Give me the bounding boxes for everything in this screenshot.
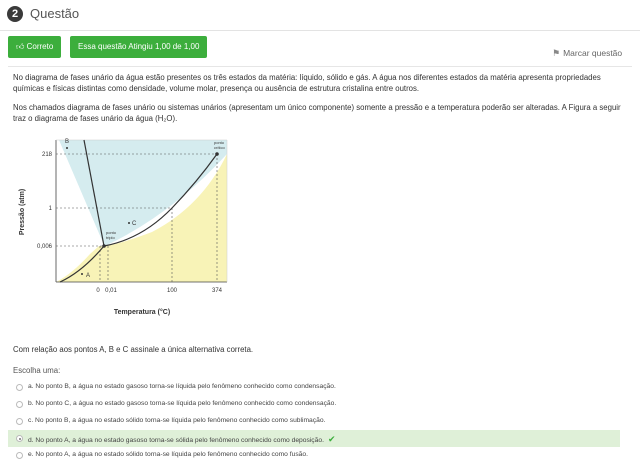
critical-point-label-1: ponto <box>214 140 225 145</box>
x-tick-100: 100 <box>166 288 178 294</box>
thumbs-up-icon: 👍︎ <box>16 42 25 51</box>
option-e[interactable] <box>8 447 620 464</box>
question-title: Questão <box>30 6 80 21</box>
option-c-radio[interactable] <box>16 418 23 425</box>
flag-question-link[interactable] <box>552 48 622 59</box>
choose-label: Escolha uma: <box>13 366 61 375</box>
option-a[interactable] <box>8 379 620 396</box>
y-tick-0006: 0,006 <box>36 244 52 250</box>
flag-label: Marcar questão <box>563 48 623 58</box>
question-paragraph-1: No diagrama de fases unário da água estão presentes os três estados da matéria: líquido, sólido e gás. A água nos diferentes estados da matéria apresenta propriedades químicas e físicas distintas como densidade, volume molar, presença ou ausência de estrutura cristalina entre outros. <box>13 73 601 93</box>
point-c-marker <box>128 222 130 224</box>
question-prompt: Com relação aos pontos A, B e C assinale a única alternativa correta. <box>13 345 254 354</box>
triple-point-marker <box>102 244 106 248</box>
option-b[interactable] <box>8 396 620 413</box>
option-a-label: a. No ponto B, a água no estado gasoso torna-se líquida pelo fenômeno conhecido como condensação. <box>28 383 336 390</box>
y-tick-218: 218 <box>41 152 52 158</box>
point-a-marker <box>81 273 83 275</box>
question-header <box>0 0 640 31</box>
flag-icon: ⚑ <box>552 48 561 58</box>
x-tick-374: 374 <box>211 288 223 294</box>
point-b-label: B <box>65 139 70 145</box>
correct-status-badge <box>8 36 61 58</box>
check-icon: ✔ <box>327 434 336 444</box>
option-c[interactable] <box>8 413 620 430</box>
option-d[interactable] <box>8 430 620 447</box>
point-a-label: A <box>86 273 91 279</box>
option-d-radio[interactable] <box>16 435 23 442</box>
option-a-radio[interactable] <box>16 384 23 391</box>
option-e-radio[interactable] <box>16 452 23 459</box>
option-e-label: e. No ponto A, a água no estado sólido torna-se líquida pelo fenômeno conhecido como fusão. <box>28 451 308 458</box>
x-tick-0: 0 <box>96 288 100 294</box>
option-d-label: d. No ponto A, a água no estado gasoso torna-se sólida pelo fenômeno conhecido como deposição. <box>28 437 324 444</box>
option-b-radio[interactable] <box>16 401 23 408</box>
y-axis-title: Pressão (atm) <box>19 188 26 236</box>
point-b-marker <box>66 147 68 149</box>
triple-point-label-2: triplo <box>106 235 115 240</box>
question-paragraph-2: Nos chamados diagrama de fases unário ou sistemas unários (apresentam um único componente) somente a pressão e a temperatura poderão ser alteradas. A Figura a seguir traz o diagrama de fases unário da água (H₂O). <box>13 103 621 123</box>
correct-label: Correto <box>26 42 54 51</box>
phase-diagram <box>12 134 242 334</box>
question-number: 2 <box>7 6 23 22</box>
triple-point-label-1: ponto <box>106 230 117 235</box>
option-b-label: b. No ponto C, a água no estado gasoso torna-se líquida pelo fenômeno conhecido como condensação. <box>28 400 337 407</box>
option-c-label: c. No ponto B, a água no estado sólido torna-se líquida pelo fenômeno conhecido como sublimação. <box>28 417 326 424</box>
critical-point-label-2: crítico <box>214 145 225 150</box>
x-axis-title: Temperatura (°C) <box>113 309 171 316</box>
question-content <box>8 66 632 473</box>
score-badge: Essa questão Atingiu 1,00 de 1,00 <box>70 36 207 58</box>
x-tick-001: 0,01 <box>105 288 117 294</box>
y-tick-1: 1 <box>48 206 52 212</box>
critical-point-marker <box>215 152 219 156</box>
point-c-label: C <box>132 221 137 227</box>
